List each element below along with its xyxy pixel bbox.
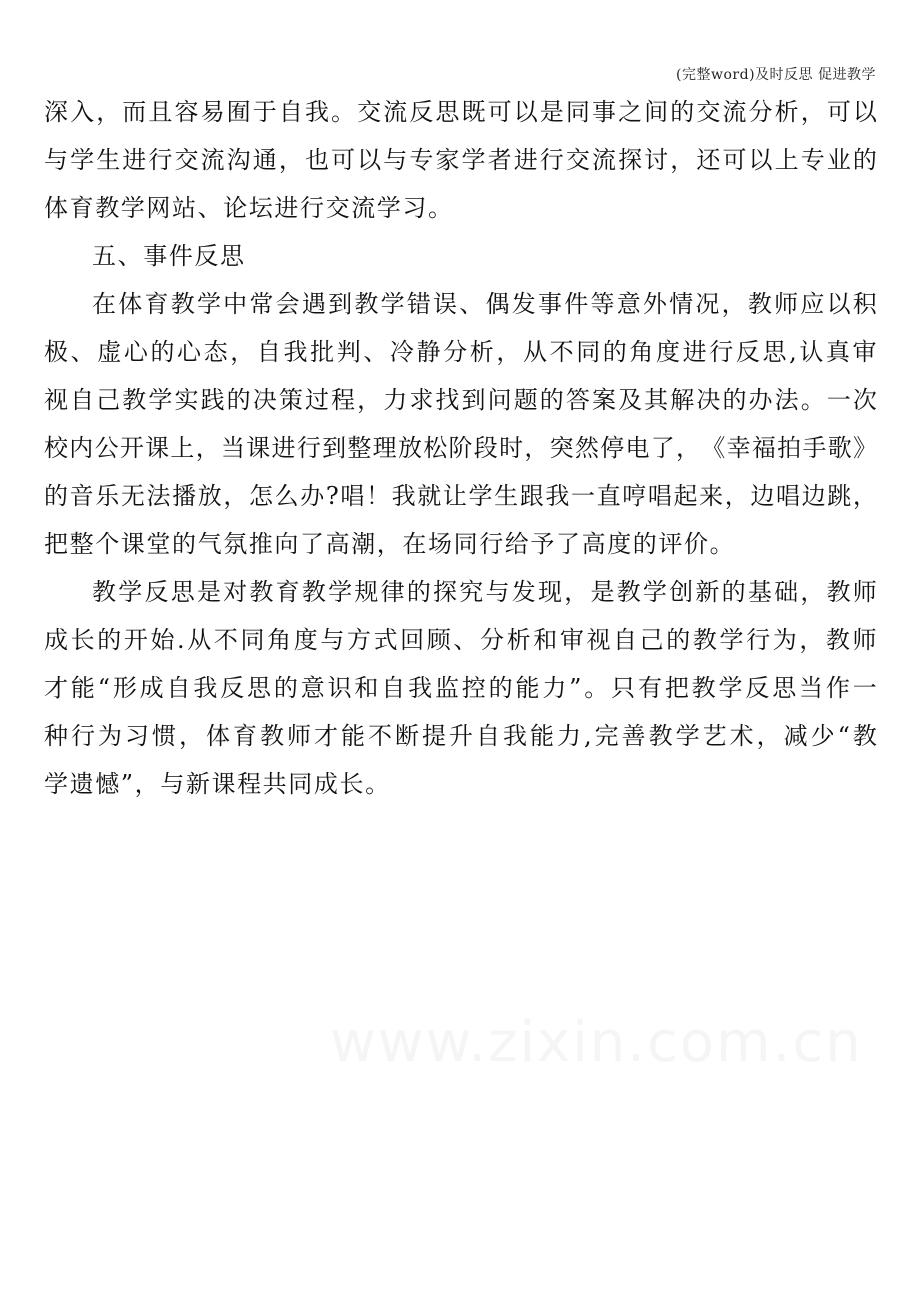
text-line: 教 学 反 思 是 对 教 育 教 学 规 律 的 探 究 与 发 现 ， 是 教 学 创 新 的 基 础 ， 教 师 (92, 578, 877, 606)
text-line: 五、事件反思 (92, 242, 246, 270)
text-line: 深 入 ， 而 且 容 易 囿 于 自 我 。 交 流 反 思 既 可 以 是 同 事 之 间 的 交 流 分 析 ， 可 以 (44, 98, 877, 126)
page-header: (完整word)及时反思 促进教学 (676, 67, 876, 83)
text-line: 把整个课堂的气氛推向了高潮，在场同行给予了高度的评价。 (44, 530, 736, 558)
text-line: 校 内 公 开 课 上 ， 当 课 进 行 到 整 理 放 松 阶 段 时 ， 突 然 停 电 了 ， 《 幸 福 拍 手 歌 》 (44, 434, 877, 462)
text-line: 成 长 的 开 始 . 从 不 同 角 度 与 方 式 回 顾 、 分 析 和 审 视 自 己 的 教 学 行 为 ， 教 师 (44, 626, 877, 654)
text-line: 视 自 己 教 学 实 践 的 决 策 过 程 ， 力 求 找 到 问 题 的 答 案 及 其 解 决 的 办 法 。 一 次 (44, 386, 877, 414)
text-line: 与 学 生 进 行 交 流 沟 通 ， 也 可 以 与 专 家 学 者 进 行 交 流 探 讨 ， 还 可 以 上 专 业 的 (44, 146, 877, 174)
text-line: 学遗憾”，与新课程共同成长。 (44, 770, 391, 798)
document-body (44, 88, 877, 808)
text-line: 在 体 育 教 学 中 常 会 遇 到 教 学 错 误 、 偶 发 事 件 等 意 外 情 况 ， 教 师 应 以 积 (92, 290, 877, 318)
text-line: 种 行 为 习 惯 ， 体 育 教 师 才 能 不 断 提 升 自 我 能 力 , 完 善 教 学 艺 术 ， 减 少 “ 教 (44, 722, 877, 750)
text-line: 的 音 乐 无 法 播 放 ， 怎 么 办 ? 唱 ！ 我 就 让 学 生 跟 我 一 直 哼 唱 起 来 ， 边 唱 边 跳 ， (44, 482, 877, 510)
watermark: www.zixin.com.cn (330, 1010, 863, 1075)
text-line: 体育教学网站、论坛进行交流学习。 (44, 194, 454, 222)
text-line: 极 、 虚 心 的 心 态 ， 自 我 批 判 、 冷 静 分 析 ， 从 不 同 的 角 度 进 行 反 思 , 认 真 审 (44, 338, 877, 366)
text-line: 才 能 “ 形 成 自 我 反 思 的 意 识 和 自 我 监 控 的 能 力 ” 。 只 有 把 教 学 反 思 当 作 一 (44, 674, 877, 702)
